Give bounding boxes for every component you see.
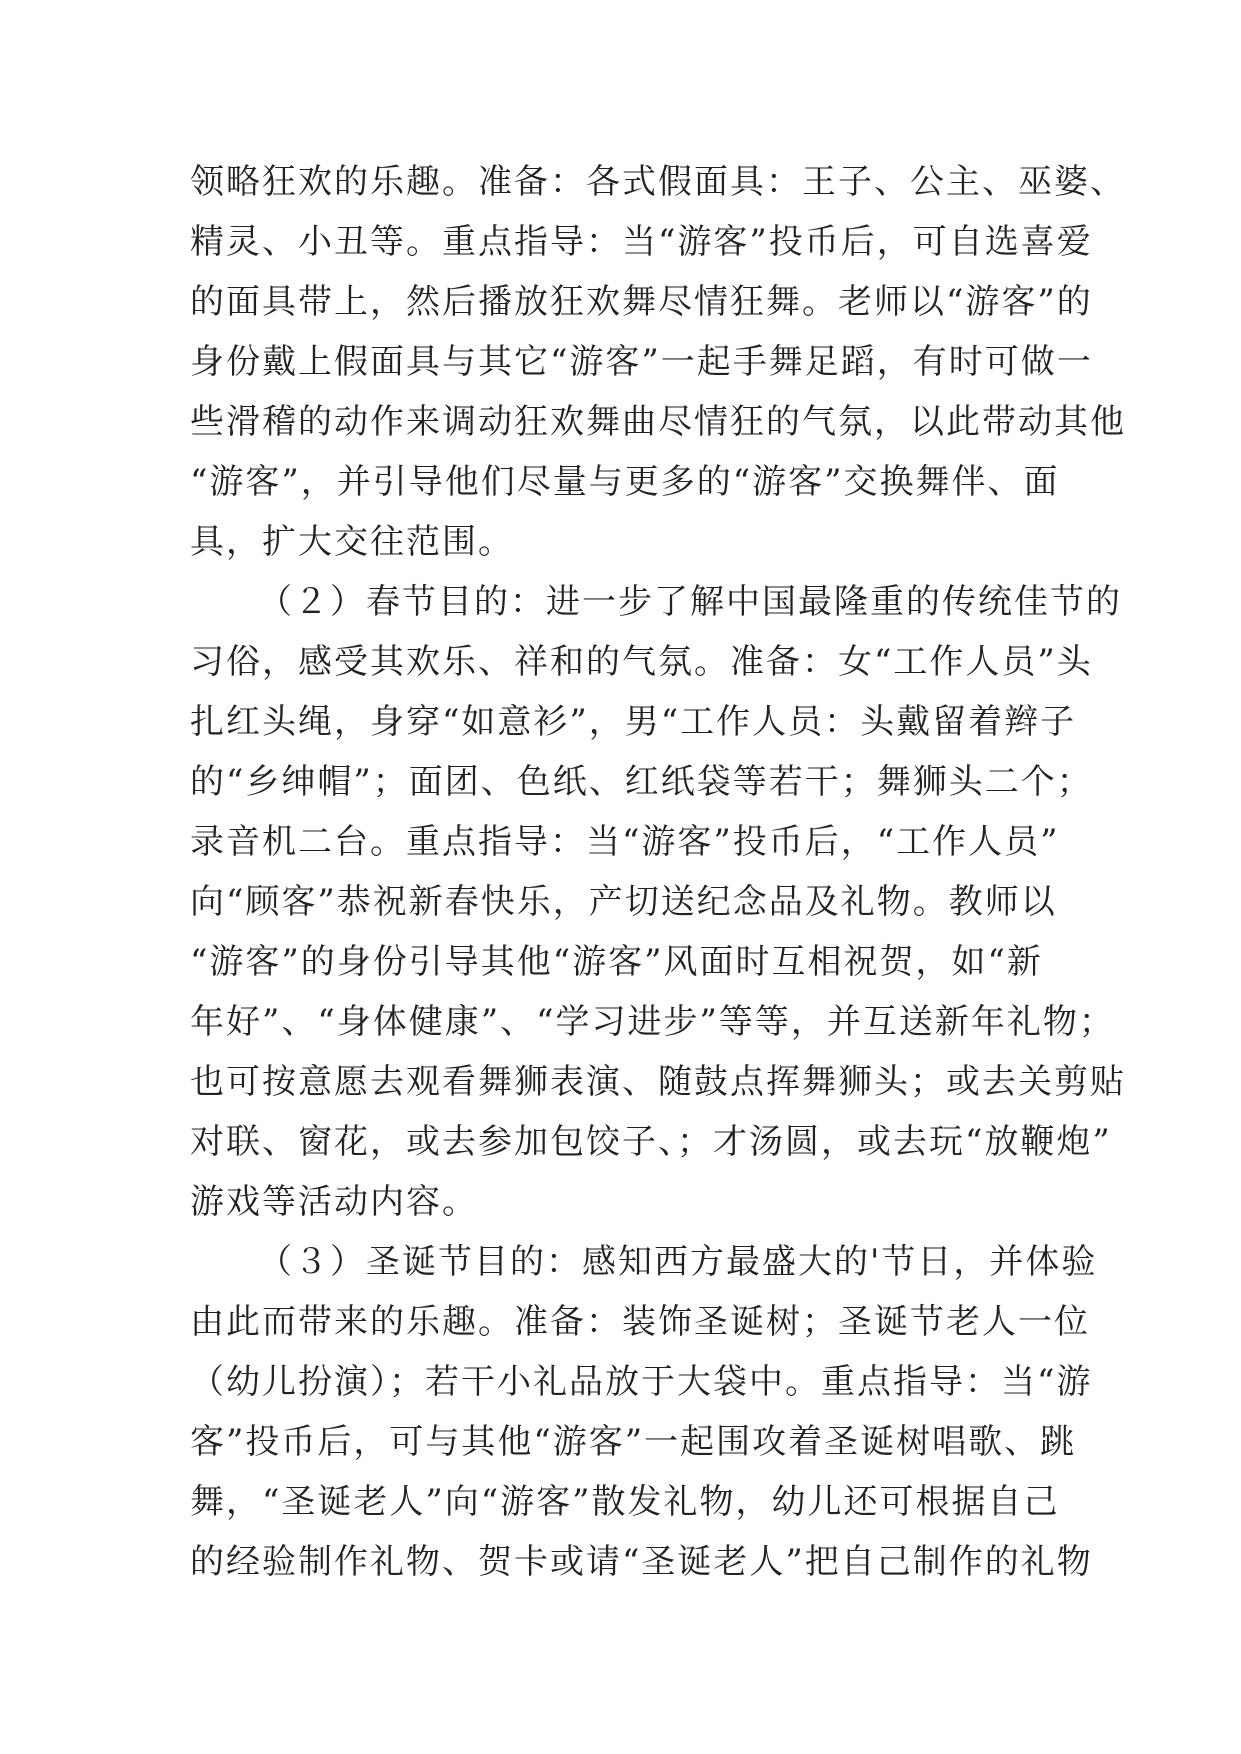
text-line: 精灵、小丑等。重点指导：当“游客”投币后，可自选喜爱 bbox=[190, 222, 1093, 262]
text-line: 身份戴上假面具与其它“游客”一起手舞足蹈，有时可做一 bbox=[190, 342, 1093, 382]
text-line: “游客”的身份引导其他“游客”风面时互相祝贺，如“新 bbox=[190, 942, 1043, 982]
text-line: 扎红头绳，身穿“如意衫”，男“工作人员：头戴留着辫子 bbox=[190, 702, 1077, 742]
text-line: 的经验制作礼物、贺卡或请“圣诞老人”把自己制作的礼物 bbox=[190, 1542, 1093, 1582]
text-line: 录音机二台。重点指导：当“游客”投币后，“工作人员” bbox=[190, 822, 1060, 862]
text-line: 年好”、“身体健康”、“学习进步”等等，并互送新年礼物； bbox=[190, 1002, 1115, 1042]
text-line: 舞，“圣诞老人”向“游客”散发礼物，幼儿还可根据自己 bbox=[190, 1482, 1060, 1522]
text-line: 的面具带上，然后播放狂欢舞尽情狂舞。老师以“游客”的 bbox=[190, 282, 1093, 322]
text-line: 领略狂欢的乐趣。准备：各式假面具：王子、公主、巫婆、 bbox=[190, 162, 1126, 202]
text-line: 游戏等活动内容。 bbox=[190, 1182, 478, 1222]
text-line: （幼儿扮演）；若干小礼品放于大袋中。重点指导：当“游 bbox=[190, 1362, 1093, 1402]
text-line: （２）春节目的：进一步了解中国最隆重的传统佳节的 bbox=[258, 582, 1122, 622]
text-line: （３）圣诞节目的：感知西方最盛大的'节日，并体验 bbox=[258, 1242, 1098, 1282]
text-line: “游客”，并引导他们尽量与更多的“游客”交换舞伴、面 bbox=[190, 462, 1060, 502]
text-line: 向“顾客”恭祝新春快乐，产切送纪念品及礼物。教师以 bbox=[190, 882, 1057, 922]
text-line: 也可按意愿去观看舞狮表演、随鼓点挥舞狮头；或去关剪贴 bbox=[190, 1062, 1126, 1102]
text-line: 的“乡绅帽”；面团、色纸、红纸袋等若干；舞狮头二个； bbox=[190, 762, 1093, 802]
text-line: 习俗，感受其欢乐、祥和的气氛。准备：女“工作人员”头 bbox=[190, 642, 1093, 682]
text-line: 客”投币后，可与其他“游客”一起围攻着圣诞树唱歌、跳 bbox=[190, 1422, 1077, 1462]
text-line: 由此而带来的乐趣。准备：装饰圣诞树；圣诞节老人一位 bbox=[190, 1302, 1090, 1342]
text-line: 些滑稽的动作来调动狂欢舞曲尽情狂的气氛，以此带动其他 bbox=[190, 402, 1126, 442]
text-line: 具，扩大交往范围。 bbox=[190, 522, 514, 562]
text-line: 对联、窗花，或去参加包饺子、；才汤圆，或去玩“放鞭炮” bbox=[190, 1122, 1112, 1162]
